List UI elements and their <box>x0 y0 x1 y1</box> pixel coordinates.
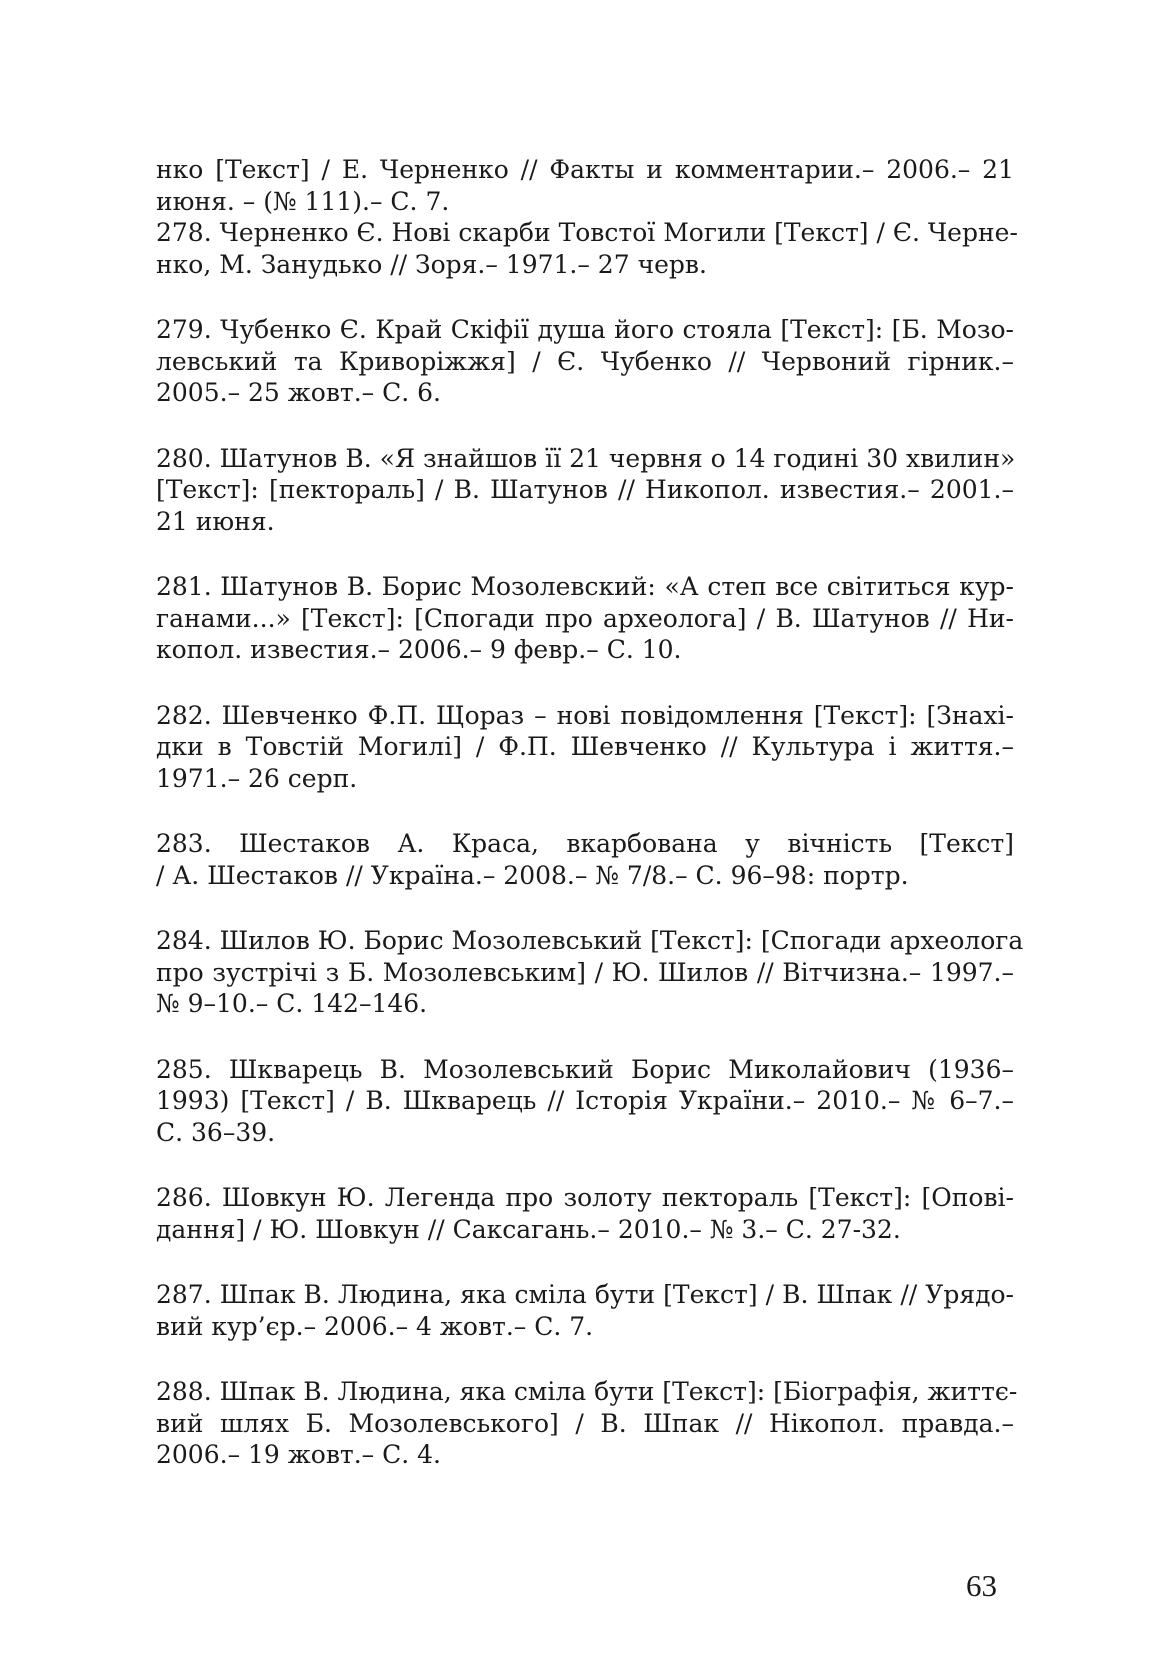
entry-line: 278. Черненко Є. Нові скарби Товстої Могили [Текст] / Є. Черне- <box>156 218 1018 247</box>
bibliography-entry-278 <box>156 217 1018 280</box>
bibliography-entry-283 <box>156 828 1014 891</box>
entry-line: 281. Шатунов В. Борис Мозолевский: «А степ все світиться кур- <box>156 572 1014 601</box>
entry-line: нко [Текст] / Е. Черненко // Факты и комментарии.– 2006.– 21 <box>156 155 1014 184</box>
bibliography-entry-288 <box>156 1376 1018 1471</box>
entry-line: 2005.– 25 жовт.– С. 6. <box>156 378 441 407</box>
entry-line: / А. Шестаков // Україна.– 2008.– № 7/8.– С. 96–98: портр. <box>156 860 909 890</box>
entry-line: про зустрічі з Б. Мозолевським] / Ю. Шилов // Вітчизна.– 1997.– <box>156 957 1014 987</box>
entry-line: 284. Шилов Ю. Борис Мозолевський [Текст]: [Спогади археолога <box>156 926 1024 955</box>
entry-line: копол. известия.– 2006.– 9 февр.– С. 10. <box>156 635 682 664</box>
entry-line: ганами...» [Текст]: [Спогади про археолога] / В. Шатунов // Ни- <box>156 603 1014 633</box>
entry-line: 280. Шатунов В. «Я знайшов її 21 червня о 14 годині 30 хвилин» <box>156 443 1016 473</box>
entry-line: 282. Шевченко Ф.П. Щораз – нові повідомлення [Текст]: [Знахі- <box>156 700 1014 730</box>
entry-line: [Текст]: [пектораль] / В. Шатунов // Никопол. известия.– 2001.– <box>156 475 1014 504</box>
entry-line: дання] / Ю. Шовкун // Саксагань.– 2010.– № 3.– С. 27-32. <box>156 1214 901 1244</box>
entry-line: июня. – (№ 111).– С. 7. <box>156 186 450 216</box>
bibliography-entry-280 <box>156 443 1014 538</box>
page-number: 63 <box>966 1568 997 1603</box>
entry-line: 279. Чубенко Є. Край Скіфії душа його стояла [Текст]: [Б. Мозо- <box>156 315 1014 344</box>
bibliography-entry-281 <box>156 571 1014 666</box>
bibliography-entry-continuation <box>156 154 1014 217</box>
entry-line: нко, М. Занудько // Зоря.– 1971.– 27 черв. <box>156 249 707 279</box>
entry-line: 285. Шкварець В. Мозолевський Борис Миколайович (1936– <box>156 1054 1014 1084</box>
entry-line: 287. Шпак В. Людина, яка сміла бути [Текст] / В. Шпак // Урядо- <box>156 1280 1014 1309</box>
bibliography-entry-282 <box>156 700 1014 795</box>
entry-line: 1971.– 26 серп. <box>156 763 358 793</box>
entry-line: С. 36–39. <box>156 1117 276 1147</box>
entry-line: 286. Шовкун Ю. Легенда про золоту пектораль [Текст]: [Опові- <box>156 1183 1014 1212</box>
entry-line: левський та Криворіжжя] / Є. Чубенко // Червоний гірник.– <box>156 346 1014 376</box>
entry-line: вий шлях Б. Мозолевського] / В. Шпак // Нікопол. правда.– <box>156 1408 1014 1438</box>
entry-line: 288. Шпак В. Людина, яка сміла бути [Текст]: [Біографія, життє- <box>156 1377 1018 1406</box>
entry-line: вий кур’єр.– 2006.– 4 жовт.– С. 7. <box>156 1311 594 1341</box>
bibliography-entry-284 <box>156 925 1024 1020</box>
entry-line: 283. Шестаков А. Краса, вкарбована у вічність [Текст] <box>156 829 1014 858</box>
bibliography-entry-287 <box>156 1279 1014 1342</box>
entry-line: № 9–10.– С. 142–146. <box>156 989 428 1018</box>
bibliography-entry-279 <box>156 314 1014 409</box>
entry-line: 1993) [Текст] / В. Шкварець // Історія України.– 2010.– № 6–7.– <box>156 1086 1014 1115</box>
entry-line: дки в Товстій Могилі] / Ф.П. Шевченко // Культура і життя.– <box>156 732 1014 761</box>
bibliography-entry-286 <box>156 1182 1014 1245</box>
bibliography-entry-285 <box>156 1054 1014 1149</box>
bibliography-page <box>156 154 1024 1505</box>
entry-line: 21 июня. <box>156 506 275 536</box>
entry-line: 2006.– 19 жовт.– С. 4. <box>156 1440 441 1469</box>
